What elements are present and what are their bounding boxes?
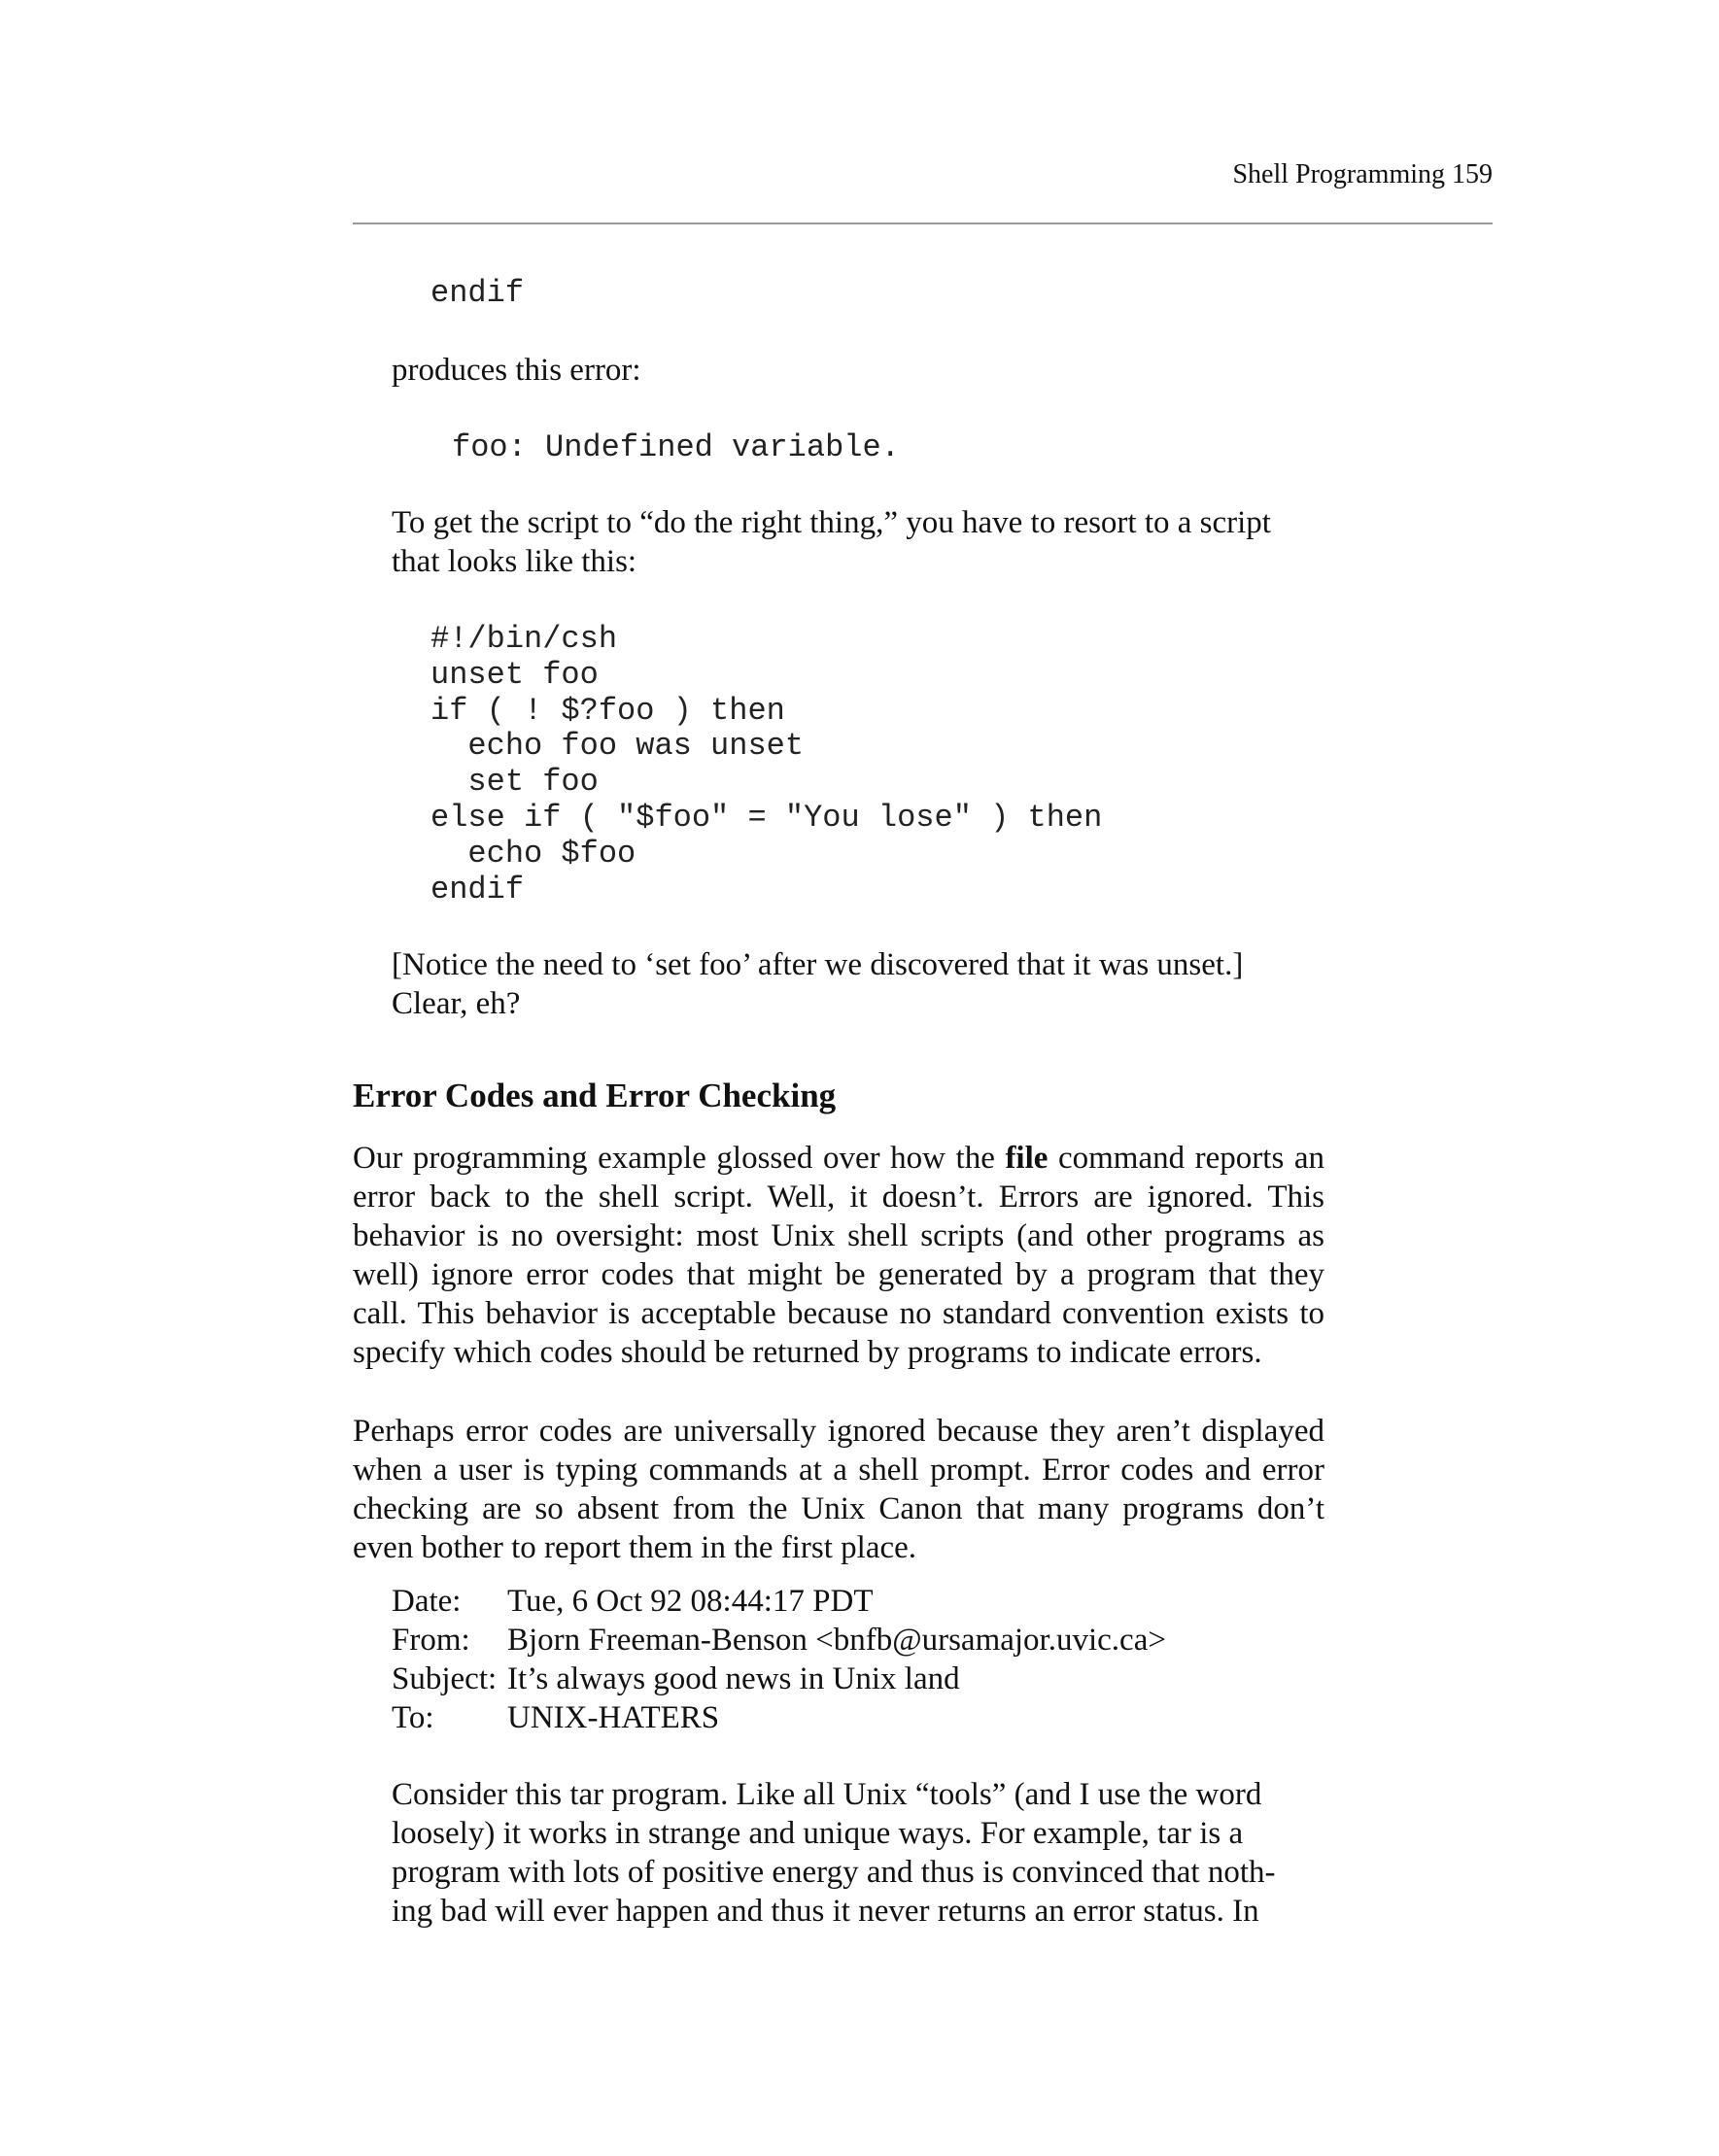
email-header-date <box>392 1582 1166 1621</box>
header-label: Subject: <box>392 1661 498 1696</box>
header-label: Date: <box>392 1584 462 1619</box>
header-label: From: <box>392 1623 470 1658</box>
text-line: Perhaps error codes are universally ignored because they aren’t displayed <box>353 1414 1324 1449</box>
header-rule <box>353 222 1493 224</box>
text-line: when a user is typing commands at a shell prompt. Error codes and error <box>353 1453 1324 1488</box>
text-line: even bother to report them in the first place. <box>353 1530 917 1565</box>
text-line: well) ignore error codes that might be generated by a program that they <box>353 1257 1324 1292</box>
text-line: specify which codes should be returned by programs to indicate errors. <box>353 1335 1262 1370</box>
paragraph-script-intro <box>392 503 1271 581</box>
text-line: program with lots of positive energy and thus is convinced that noth- <box>392 1855 1276 1890</box>
header-value: UNIX-HATERS <box>507 1700 720 1735</box>
code-line: echo $foo <box>430 835 636 872</box>
text-line: To get the script to “do the right thing,” you have to resort to a script <box>392 505 1271 540</box>
code-line: foo: Undefined variable. <box>452 429 900 465</box>
code-line: endif <box>430 871 525 907</box>
header-value: Tue, 6 Oct 92 08:44:17 PDT <box>507 1584 874 1619</box>
email-header-from <box>392 1621 1166 1660</box>
code-block-csh-script <box>430 622 1102 907</box>
email-header-to <box>392 1698 1166 1737</box>
code-line: if ( ! $?foo ) then <box>430 692 785 729</box>
text-span: command reports an <box>1057 1141 1325 1176</box>
code-line: unset foo <box>430 656 599 693</box>
text-line: checking are so absent from the Unix Canon that many programs don’t <box>353 1491 1324 1526</box>
code-line: else if ( "$foo" = "You lose" ) then <box>430 799 1103 836</box>
command-name-file: file <box>1005 1141 1049 1176</box>
paragraph-notice <box>392 945 1243 1023</box>
code-block-endif <box>430 276 524 312</box>
paragraph-produces-error <box>392 351 641 390</box>
text-line: call. This behavior is acceptable because no standard convention exists to <box>353 1296 1324 1331</box>
header-label: To: <box>392 1700 434 1735</box>
running-head: Shell Programming 159 <box>1232 159 1493 189</box>
text-line: produces this error: <box>392 353 641 388</box>
text-line: that looks like this: <box>392 544 637 579</box>
text-line <box>353 1139 1324 1178</box>
header-value: It’s always good news in Unix land <box>507 1661 960 1696</box>
email-header-subject <box>392 1660 1166 1698</box>
header-value: Bjorn Freeman-Benson <bnfb@ursamajor.uvic.ca> <box>507 1623 1166 1658</box>
text-span: Our programming example glossed over how the <box>353 1141 995 1176</box>
text-line: error back to the shell script. Well, it doesn’t. Errors are ignored. This <box>353 1180 1324 1215</box>
text-line: ing bad will ever happen and thus it never returns an error status. In <box>392 1894 1259 1929</box>
text-line: [Notice the need to ‘set foo’ after we discovered that it was unset.] <box>392 947 1244 982</box>
code-line: #!/bin/csh <box>430 621 618 657</box>
code-block-error-message <box>452 430 900 466</box>
paragraph-error-codes <box>353 1139 1324 1372</box>
text-line: Clear, eh? <box>392 986 521 1021</box>
code-line: set foo <box>430 764 599 801</box>
code-line: echo foo was unset <box>430 728 805 765</box>
email-headers <box>392 1582 1166 1737</box>
code-line: endif <box>430 275 525 311</box>
paragraph-ignored-codes <box>353 1412 1324 1567</box>
email-body <box>392 1775 1275 1931</box>
text-line: behavior is no oversight: most Unix shell scripts (and other programs as <box>353 1218 1324 1253</box>
text-line: loosely) it works in strange and unique ways. For example, tar is a <box>392 1816 1244 1851</box>
section-heading: Error Codes and Error Checking <box>353 1077 837 1114</box>
text-line: Consider this tar program. Like all Unix “tools” (and I use the word <box>392 1777 1262 1812</box>
